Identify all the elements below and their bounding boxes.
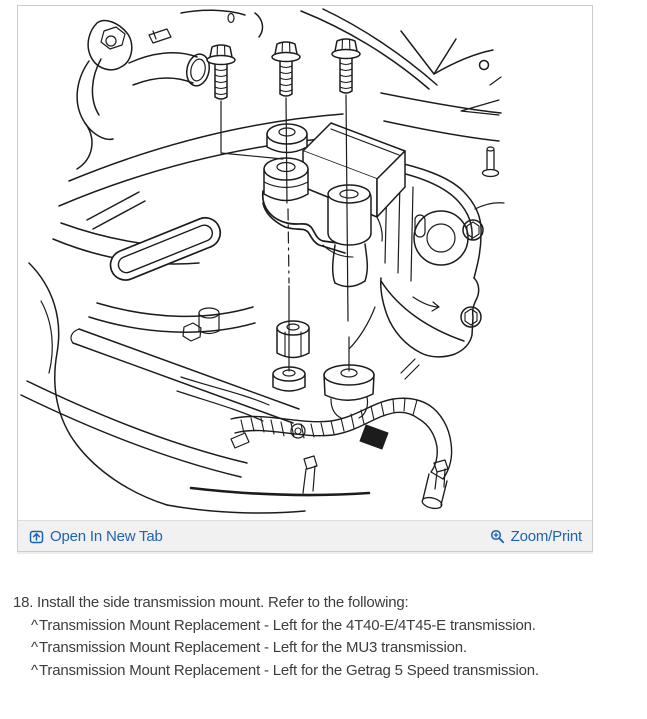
step-text: Install the side transmission mount. Refer to the following: <box>37 594 409 611</box>
figure-toolbar <box>18 520 592 551</box>
thermostat-housing-and-hose <box>77 21 212 169</box>
transmission-mount-diagram <box>18 6 592 520</box>
step-line <box>13 592 641 615</box>
caret-marker: ^ <box>31 639 38 656</box>
engine-block-lower <box>21 223 448 513</box>
step-number: 18. <box>13 594 34 611</box>
diagram-area <box>18 6 592 520</box>
reference-text: Transmission Mount Replacement - Left for the MU3 transmission. <box>39 639 467 656</box>
oval-slot <box>106 213 225 284</box>
zoom-plus-magnifier-icon <box>490 529 505 544</box>
instruction-block <box>13 592 641 682</box>
reference-item <box>13 637 641 660</box>
flange-bolt-middle <box>272 42 300 96</box>
reference-item <box>13 615 641 638</box>
reference-text: Transmission Mount Replacement - Left for the Getrag 5 Speed transmission. <box>39 661 539 679</box>
flange-bolt-right <box>332 39 360 93</box>
open-in-new-tab-label: Open In New Tab <box>50 527 163 545</box>
zoom-print-link[interactable] <box>490 528 582 545</box>
caret-marker: ^ <box>31 661 38 679</box>
flange-bolt-left <box>207 45 235 99</box>
caret-marker: ^ <box>31 616 38 634</box>
figure-panel <box>17 5 593 552</box>
zoom-print-label: Zoom/Print <box>510 527 582 545</box>
open-in-new-tab-icon <box>29 529 44 544</box>
reference-text: Transmission Mount Replacement - Left for the 4T40-E/4T45-E transmission. <box>39 616 536 634</box>
reference-item <box>13 660 641 683</box>
open-in-new-tab-link[interactable] <box>29 528 163 545</box>
engine-standoffs <box>273 321 374 418</box>
